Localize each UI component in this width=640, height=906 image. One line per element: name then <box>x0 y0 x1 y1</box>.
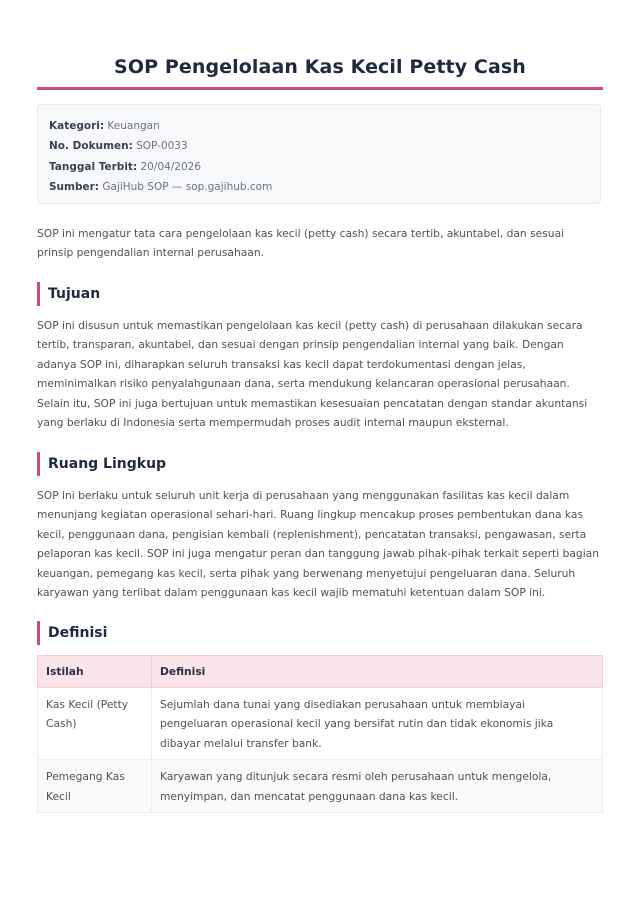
definition-cell: Karyawan yang ditunjuk secara resmi oleh perusahaan untuk mengelola, menyimpan, dan mencatat penggunaan dana kas kecil. <box>152 760 603 813</box>
meta-category <box>49 120 160 132</box>
meta-value: GajiHub SOP — sop.gajihub.com <box>102 181 273 193</box>
table-header-row <box>38 656 603 688</box>
page-title: SOP Pengelolaan Kas Kecil Petty Cash <box>114 56 526 78</box>
section-heading-tujuan: Tujuan <box>37 282 100 306</box>
table-row <box>38 760 603 813</box>
meta-label: Kategori: <box>49 120 105 132</box>
meta-value: Keuangan <box>107 120 160 132</box>
term-cell: Pemegang Kas Kecil <box>38 760 152 813</box>
column-header-term: Istilah <box>38 656 152 688</box>
meta-label: No. Dokumen: <box>49 140 133 152</box>
metadata-box <box>37 104 601 204</box>
meta-publish-date <box>49 161 201 173</box>
intro-paragraph: SOP ini mengatur tata cara pengelolaan kas kecil (petty cash) secara tertib, akuntabel, dan sesuai prinsip pengendalian internal perusahaan. <box>37 227 565 260</box>
definition-cell: Sejumlah dana tunai yang disediakan perusahaan untuk membiayai pengeluaran operasional kecil yang bersifat rutin dan tidak ekonomis jika dibayar melalui transfer bank. <box>152 688 603 760</box>
table-row <box>38 688 603 760</box>
section-heading-definisi: Definisi <box>37 621 107 645</box>
term-cell: Kas Kecil (Petty Cash) <box>38 688 152 760</box>
meta-document-number <box>49 140 188 152</box>
meta-source <box>49 181 272 193</box>
section-body-tujuan: SOP ini disusun untuk memastikan pengelolaan kas kecil (petty cash) di perusahaan dilakukan secara tertib, transparan, akuntabel, dan sesuai dengan prinsip pengendalian internal yang baik. Dengan adanya SOP ini, diharapkan seluruh transaksi kas kecil dapat terdokumentasi dengan jelas, meminimalkan risiko penyalahgunaan dana, serta mendukung kelancaran operasional perusahaan. Selain itu, SOP ini juga bertujuan untuk memastikan kesesuaian pencatatan dengan standar akuntansi yang berlaku di Indonesia serta mempermudah proses audit internal maupun eksternal. <box>37 319 588 430</box>
title-divider <box>37 87 603 90</box>
definitions-table <box>37 655 603 813</box>
meta-label: Sumber: <box>49 181 99 193</box>
section-heading-ruang-lingkup: Ruang Lingkup <box>37 452 166 476</box>
meta-value: 20/04/2026 <box>140 161 202 173</box>
meta-value: SOP-0033 <box>136 140 188 152</box>
section-body-ruang-lingkup: SOP ini berlaku untuk seluruh unit kerja di perusahaan yang menggunakan fasilitas kas kecil dalam menunjang kegiatan operasional sehari-hari. Ruang lingkup mencakup proses pembentukan dana kas kecil, penggunaan dana, pengisian kembali (replenishment), pencatatan transaksi, pengawasan, serta pelaporan kas kecil. SOP ini juga mengatur peran dan tanggung jawab pihak-pihak terkait seperti bagian keuangan, pemegang kas kecil, serta pihak yang berwenang menyetujui pengeluaran dana. Seluruh karyawan yang terlibat dalam penggunaan kas kecil wajib mematuhi ketentuan dalam SOP ini. <box>37 489 599 600</box>
column-header-definition: Definisi <box>152 656 603 688</box>
meta-label: Tanggal Terbit: <box>49 161 138 173</box>
